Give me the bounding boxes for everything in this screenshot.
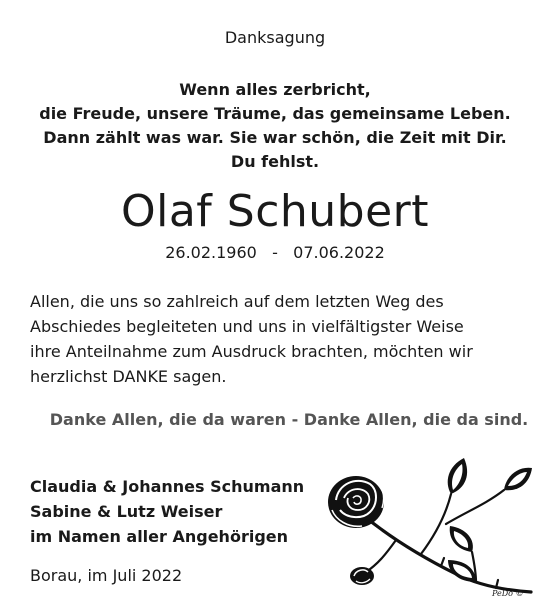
thanks-line: Danke Allen, die da waren - Danke Allen, die da sind. xyxy=(49,410,529,429)
birth-date: 26.02.1960 xyxy=(165,243,257,262)
deceased-name: Olaf Schubert xyxy=(120,186,430,237)
life-dates xyxy=(0,243,550,262)
death-date: 07.06.2022 xyxy=(293,243,385,262)
poem-line: Du fehlst. xyxy=(230,152,320,171)
poem-line: Dann zählt was war. Sie war schön, die Zeit mit Dir. xyxy=(43,128,507,147)
place-date: Borau, im Juli 2022 xyxy=(30,566,183,585)
rose-icon xyxy=(326,454,536,594)
message-line: ihre Anteilnahme zum Ausdruck brachten, möchten wir xyxy=(30,342,473,361)
message-line: Allen, die uns so zahlreich auf dem letzten Weg des xyxy=(30,292,444,311)
signers-block xyxy=(30,474,304,549)
signer-line: Claudia & Johannes Schumann xyxy=(30,477,305,496)
message-line: Abschiedes begleiteten und uns in vielfältigster Weise xyxy=(30,317,464,336)
notice-heading: Danksagung xyxy=(224,28,326,47)
memorial-poem xyxy=(0,78,550,174)
poem-line: Wenn alles zerbricht, xyxy=(179,80,371,99)
message-line: herzlichst DANKE sagen. xyxy=(30,367,227,386)
date-separator: - xyxy=(272,243,278,262)
signer-line: Sabine & Lutz Weiser xyxy=(30,502,223,521)
artist-credit: PeDo © xyxy=(492,589,524,598)
poem-line: die Freude, unsere Träume, das gemeinsame Leben. xyxy=(39,104,511,123)
thank-you-message xyxy=(30,289,530,389)
signer-line: im Namen aller Angehörigen xyxy=(30,527,289,546)
